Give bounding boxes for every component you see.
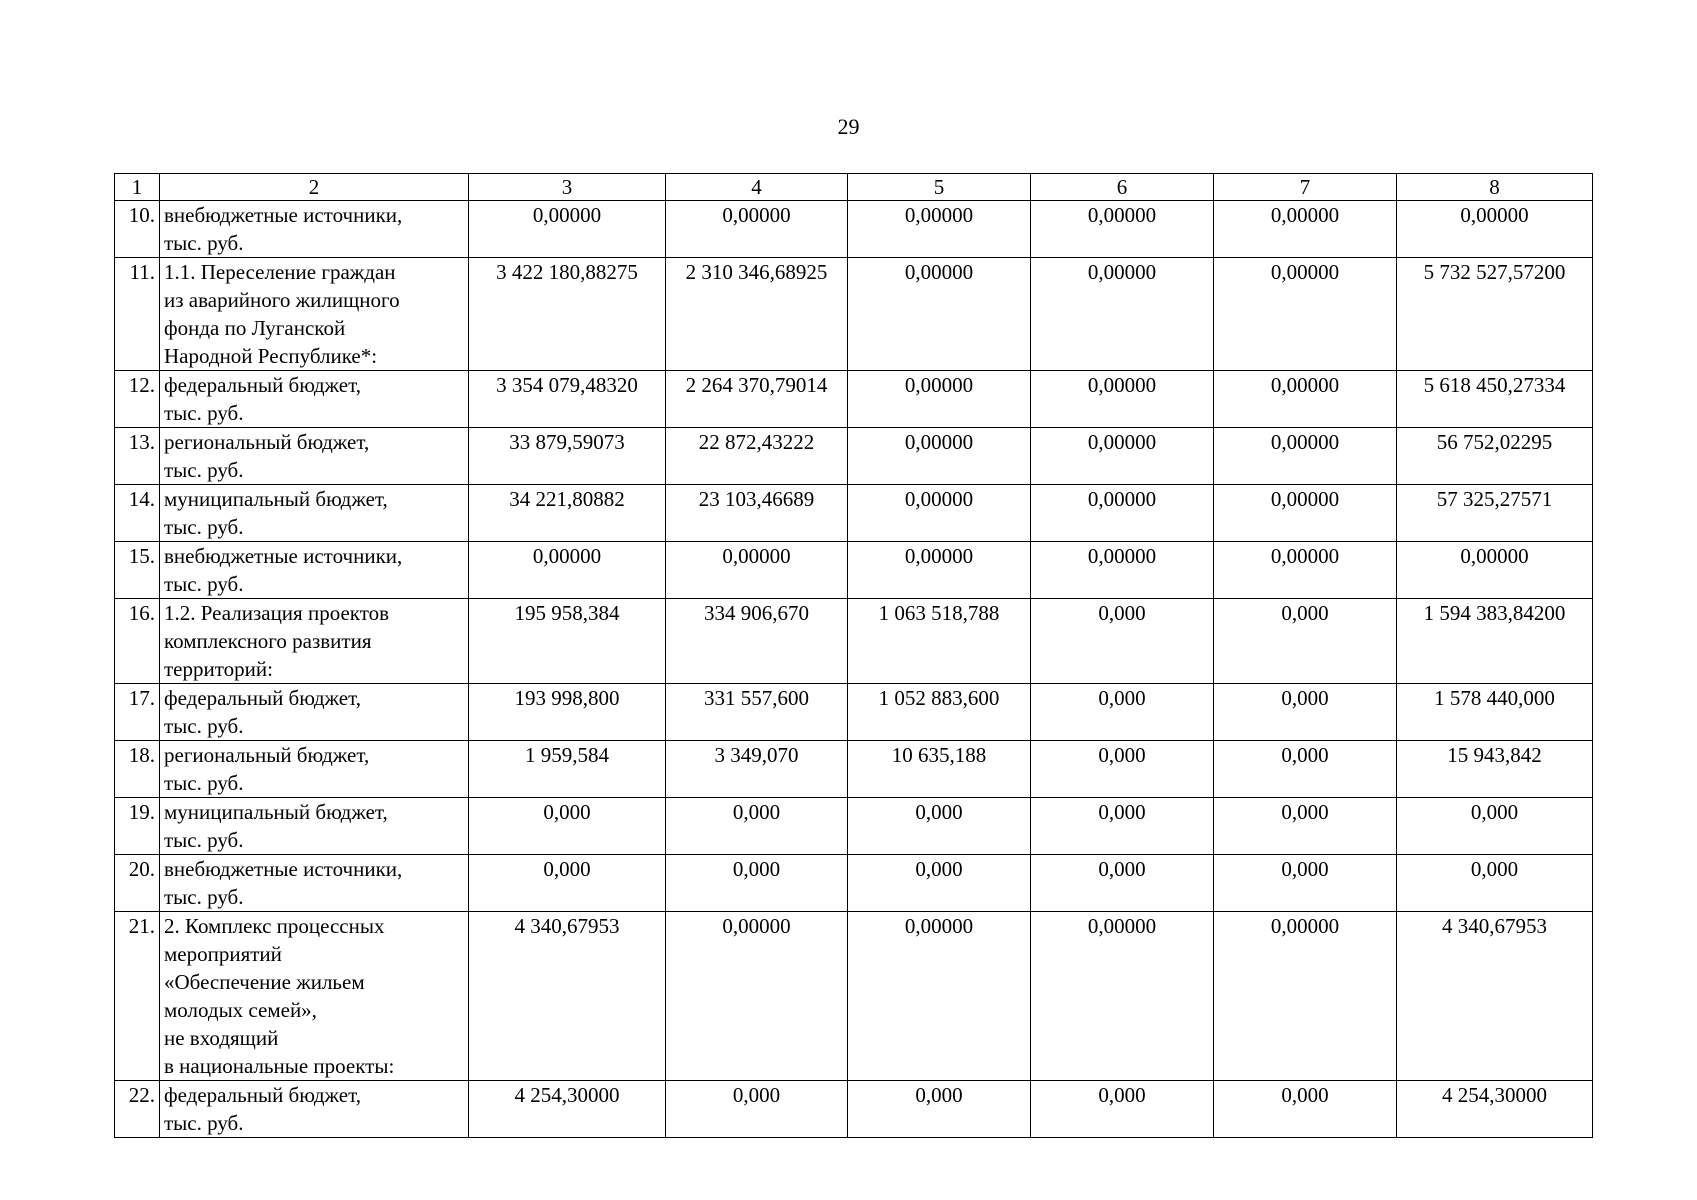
table-row bbox=[115, 912, 1593, 1081]
table-row bbox=[115, 684, 1593, 741]
row-number: 10. bbox=[115, 201, 160, 258]
description-line: Народной Республике*: bbox=[164, 344, 378, 368]
value-cell: 0,00000 bbox=[666, 542, 848, 599]
value-cell: 34 221,80882 bbox=[469, 485, 666, 542]
row-number: 20. bbox=[115, 855, 160, 912]
value-cell: 0,000 bbox=[1214, 684, 1397, 741]
description-line: внебюджетные источники, bbox=[164, 544, 403, 568]
value-cell: 1 063 518,788 bbox=[848, 599, 1031, 684]
value-cell: 10 635,188 bbox=[848, 741, 1031, 798]
value-cell: 56 752,02295 bbox=[1397, 428, 1593, 485]
value-cell: 0,00000 bbox=[1031, 428, 1214, 485]
value-cell: 0,00000 bbox=[469, 201, 666, 258]
value-cell: 1 594 383,84200 bbox=[1397, 599, 1593, 684]
value-cell: 0,00000 bbox=[848, 485, 1031, 542]
description-line: тыс. руб. bbox=[164, 401, 244, 425]
value-cell: 0,000 bbox=[469, 855, 666, 912]
value-cell: 0,000 bbox=[848, 855, 1031, 912]
row-number: 11. bbox=[115, 258, 160, 371]
value-cell: 23 103,46689 bbox=[666, 485, 848, 542]
row-description bbox=[160, 855, 469, 912]
row-number: 17. bbox=[115, 684, 160, 741]
value-cell: 2 264 370,79014 bbox=[666, 371, 848, 428]
row-number: 12. bbox=[115, 371, 160, 428]
value-cell: 334 906,670 bbox=[666, 599, 848, 684]
value-cell: 0,00000 bbox=[1214, 428, 1397, 485]
value-cell: 0,00000 bbox=[848, 258, 1031, 371]
description-line: федеральный бюджет, bbox=[164, 373, 361, 397]
value-cell: 0,000 bbox=[848, 798, 1031, 855]
row-number: 15. bbox=[115, 542, 160, 599]
value-cell: 0,000 bbox=[1031, 684, 1214, 741]
description-line: тыс. руб. bbox=[164, 828, 244, 852]
value-cell: 0,000 bbox=[1031, 599, 1214, 684]
row-description bbox=[160, 485, 469, 542]
row-description bbox=[160, 684, 469, 741]
description-line: тыс. руб. bbox=[164, 231, 244, 255]
description-line: тыс. руб. bbox=[164, 771, 244, 795]
value-cell: 0,00000 bbox=[1397, 201, 1593, 258]
row-description bbox=[160, 258, 469, 371]
value-cell: 15 943,842 bbox=[1397, 741, 1593, 798]
row-number: 19. bbox=[115, 798, 160, 855]
value-cell: 0,00000 bbox=[848, 428, 1031, 485]
value-cell: 0,00000 bbox=[1214, 371, 1397, 428]
table-row bbox=[115, 599, 1593, 684]
description-line: территорий: bbox=[164, 657, 273, 681]
table-row bbox=[115, 1081, 1593, 1138]
row-description bbox=[160, 741, 469, 798]
table-row bbox=[115, 855, 1593, 912]
description-line: не входящий bbox=[164, 1026, 279, 1050]
value-cell: 4 254,30000 bbox=[469, 1081, 666, 1138]
table-row bbox=[115, 201, 1593, 258]
table-header bbox=[115, 174, 1593, 201]
row-number: 18. bbox=[115, 741, 160, 798]
value-cell: 0,000 bbox=[469, 798, 666, 855]
value-cell: 0,00000 bbox=[1031, 371, 1214, 428]
value-cell: 193 998,800 bbox=[469, 684, 666, 741]
column-header: 6 bbox=[1031, 174, 1214, 201]
row-description bbox=[160, 371, 469, 428]
column-header: 4 bbox=[666, 174, 848, 201]
description-line: в национальные проекты: bbox=[164, 1054, 395, 1078]
value-cell: 0,000 bbox=[1214, 855, 1397, 912]
value-cell: 0,00000 bbox=[666, 912, 848, 1081]
description-line: 1.2. Реализация проектов bbox=[164, 601, 390, 625]
value-cell: 0,000 bbox=[1397, 855, 1593, 912]
row-description bbox=[160, 1081, 469, 1138]
table-row bbox=[115, 258, 1593, 371]
description-line: 1.1. Переселение граждан bbox=[164, 260, 396, 284]
table-body bbox=[115, 201, 1593, 1138]
description-line: фонда по Луганской bbox=[164, 316, 346, 340]
value-cell: 1 959,584 bbox=[469, 741, 666, 798]
description-line: региональный бюджет, bbox=[164, 430, 370, 454]
description-line: из аварийного жилищного bbox=[164, 288, 400, 312]
row-number: 22. bbox=[115, 1081, 160, 1138]
value-cell: 195 958,384 bbox=[469, 599, 666, 684]
description-line: региональный бюджет, bbox=[164, 743, 370, 767]
value-cell: 0,000 bbox=[1214, 741, 1397, 798]
value-cell: 0,00000 bbox=[469, 542, 666, 599]
value-cell: 1 052 883,600 bbox=[848, 684, 1031, 741]
value-cell: 331 557,600 bbox=[666, 684, 848, 741]
value-cell: 0,00000 bbox=[1031, 258, 1214, 371]
description-line: тыс. руб. bbox=[164, 458, 244, 482]
value-cell: 0,000 bbox=[666, 855, 848, 912]
value-cell: 0,00000 bbox=[666, 201, 848, 258]
value-cell: 0,00000 bbox=[1214, 485, 1397, 542]
value-cell: 0,000 bbox=[1397, 798, 1593, 855]
column-header: 3 bbox=[469, 174, 666, 201]
description-line: внебюджетные источники, bbox=[164, 203, 403, 227]
description-line: тыс. руб. bbox=[164, 515, 244, 539]
value-cell: 1 578 440,000 bbox=[1397, 684, 1593, 741]
value-cell: 0,00000 bbox=[1214, 258, 1397, 371]
value-cell: 0,000 bbox=[666, 1081, 848, 1138]
row-description bbox=[160, 201, 469, 258]
value-cell: 0,00000 bbox=[848, 201, 1031, 258]
column-header: 8 bbox=[1397, 174, 1593, 201]
table-row bbox=[115, 428, 1593, 485]
description-line: муниципальный бюджет, bbox=[164, 800, 388, 824]
value-cell: 3 354 079,48320 bbox=[469, 371, 666, 428]
value-cell: 0,00000 bbox=[848, 371, 1031, 428]
description-line: федеральный бюджет, bbox=[164, 686, 361, 710]
value-cell: 2 310 346,68925 bbox=[666, 258, 848, 371]
column-header: 7 bbox=[1214, 174, 1397, 201]
row-number: 13. bbox=[115, 428, 160, 485]
column-header: 1 bbox=[115, 174, 160, 201]
value-cell: 4 254,30000 bbox=[1397, 1081, 1593, 1138]
description-line: комплексного развития bbox=[164, 629, 372, 653]
value-cell: 3 349,070 bbox=[666, 741, 848, 798]
value-cell: 0,00000 bbox=[1031, 201, 1214, 258]
table-row bbox=[115, 371, 1593, 428]
column-header: 2 bbox=[160, 174, 469, 201]
value-cell: 0,00000 bbox=[1031, 485, 1214, 542]
value-cell: 0,000 bbox=[1031, 1081, 1214, 1138]
value-cell: 0,000 bbox=[848, 1081, 1031, 1138]
description-line: федеральный бюджет, bbox=[164, 1083, 361, 1107]
description-line: тыс. руб. bbox=[164, 1111, 244, 1135]
table-row bbox=[115, 798, 1593, 855]
row-description bbox=[160, 428, 469, 485]
value-cell: 0,000 bbox=[1214, 1081, 1397, 1138]
header-row bbox=[115, 174, 1593, 201]
value-cell: 0,000 bbox=[1031, 741, 1214, 798]
value-cell: 0,00000 bbox=[1397, 542, 1593, 599]
description-line: тыс. руб. bbox=[164, 714, 244, 738]
value-cell: 33 879,59073 bbox=[469, 428, 666, 485]
value-cell: 0,000 bbox=[1031, 798, 1214, 855]
value-cell: 0,00000 bbox=[1031, 912, 1214, 1081]
description-line: тыс. руб. bbox=[164, 885, 244, 909]
value-cell: 0,00000 bbox=[1214, 201, 1397, 258]
description-line: тыс. руб. bbox=[164, 572, 244, 596]
value-cell: 3 422 180,88275 bbox=[469, 258, 666, 371]
value-cell: 0,00000 bbox=[848, 542, 1031, 599]
value-cell: 5 618 450,27334 bbox=[1397, 371, 1593, 428]
column-header: 5 bbox=[848, 174, 1031, 201]
value-cell: 4 340,67953 bbox=[469, 912, 666, 1081]
description-line: мероприятий bbox=[164, 942, 282, 966]
description-line: молодых семей», bbox=[164, 998, 317, 1022]
budget-table bbox=[114, 173, 1593, 1138]
table-row bbox=[115, 485, 1593, 542]
value-cell: 4 340,67953 bbox=[1397, 912, 1593, 1081]
value-cell: 57 325,27571 bbox=[1397, 485, 1593, 542]
row-description bbox=[160, 599, 469, 684]
row-description bbox=[160, 912, 469, 1081]
row-description bbox=[160, 798, 469, 855]
value-cell: 0,00000 bbox=[848, 912, 1031, 1081]
table-row bbox=[115, 741, 1593, 798]
page-number: 29 bbox=[837, 114, 860, 139]
description-line: «Обеспечение жильем bbox=[164, 970, 365, 994]
value-cell: 0,000 bbox=[1214, 599, 1397, 684]
description-line: муниципальный бюджет, bbox=[164, 487, 388, 511]
value-cell: 22 872,43222 bbox=[666, 428, 848, 485]
value-cell: 0,00000 bbox=[1031, 542, 1214, 599]
row-number: 14. bbox=[115, 485, 160, 542]
table-row bbox=[115, 542, 1593, 599]
value-cell: 0,00000 bbox=[1214, 542, 1397, 599]
row-number: 16. bbox=[115, 599, 160, 684]
row-description bbox=[160, 542, 469, 599]
description-line: внебюджетные источники, bbox=[164, 857, 403, 881]
description-line: 2. Комплекс процессных bbox=[164, 914, 385, 938]
value-cell: 5 732 527,57200 bbox=[1397, 258, 1593, 371]
value-cell: 0,000 bbox=[1031, 855, 1214, 912]
value-cell: 0,000 bbox=[1214, 798, 1397, 855]
row-number: 21. bbox=[115, 912, 160, 1081]
value-cell: 0,000 bbox=[666, 798, 848, 855]
value-cell: 0,00000 bbox=[1214, 912, 1397, 1081]
